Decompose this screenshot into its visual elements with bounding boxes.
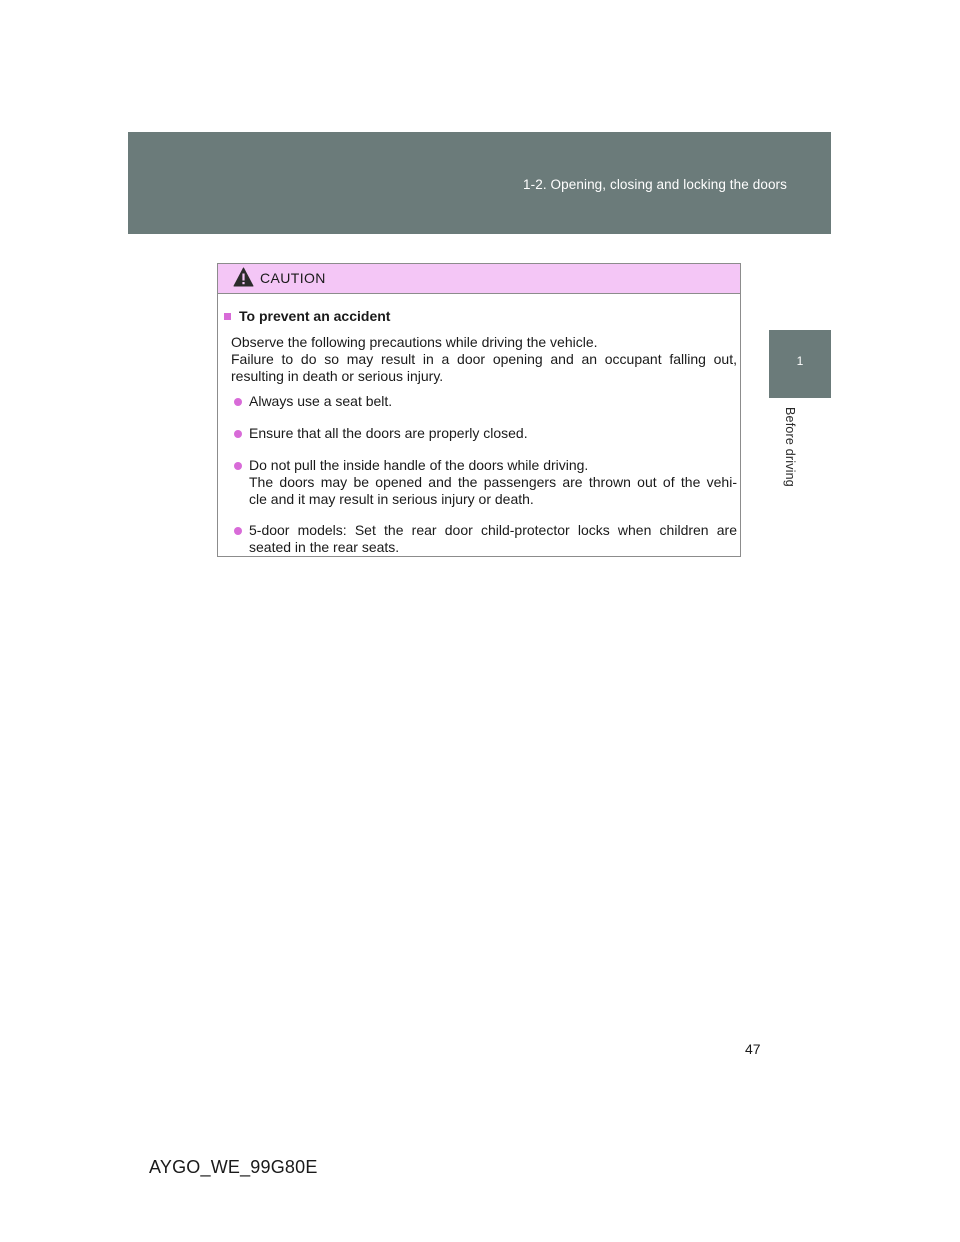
page-number: 47 xyxy=(745,1041,761,1057)
list-item xyxy=(234,457,737,508)
bullet-line: seated in the rear seats. xyxy=(249,539,400,555)
caution-header xyxy=(218,264,740,294)
chapter-label: Before driving xyxy=(783,407,797,487)
caution-box xyxy=(217,263,741,557)
bullet-dot-icon xyxy=(234,527,242,535)
warning-triangle-icon xyxy=(233,267,254,287)
intro-line: Observe the following precautions while driving the vehicle. xyxy=(231,334,598,350)
caution-title: CAUTION xyxy=(260,270,326,286)
caution-heading-text: To prevent an accident xyxy=(239,308,391,324)
bullet-line: 5-door models: Set the rear door child-protector locks when children are xyxy=(249,522,737,538)
bullet-dot-icon xyxy=(234,398,242,406)
list-item xyxy=(234,425,737,442)
section-header-bar xyxy=(128,132,831,234)
bullet-line: Ensure that all the doors are properly closed. xyxy=(249,425,528,441)
bullet-line: cle and it may result in serious injury or death. xyxy=(249,491,534,507)
section-title: 1-2. Opening, closing and locking the doors xyxy=(523,177,787,192)
intro-line: Failure to do so may result in a door opening and an occupant falling out, xyxy=(231,351,737,367)
chapter-number: 1 xyxy=(796,354,804,368)
bullet-line: The doors may be opened and the passengers are thrown out of the vehi- xyxy=(249,474,737,490)
square-bullet-icon xyxy=(224,313,231,320)
bullet-dot-icon xyxy=(234,430,242,438)
list-item xyxy=(234,393,737,410)
caution-heading xyxy=(224,308,390,325)
intro-line: resulting in death or serious injury. xyxy=(231,368,444,384)
bullet-dot-icon xyxy=(234,462,242,470)
bullet-line: Always use a seat belt. xyxy=(249,393,393,409)
list-item xyxy=(234,522,737,556)
chapter-tab xyxy=(769,330,831,398)
bullet-line: Do not pull the inside handle of the doors while driving. xyxy=(249,457,589,473)
caution-intro xyxy=(231,334,739,385)
document-code: AYGO_WE_99G80E xyxy=(149,1157,318,1177)
